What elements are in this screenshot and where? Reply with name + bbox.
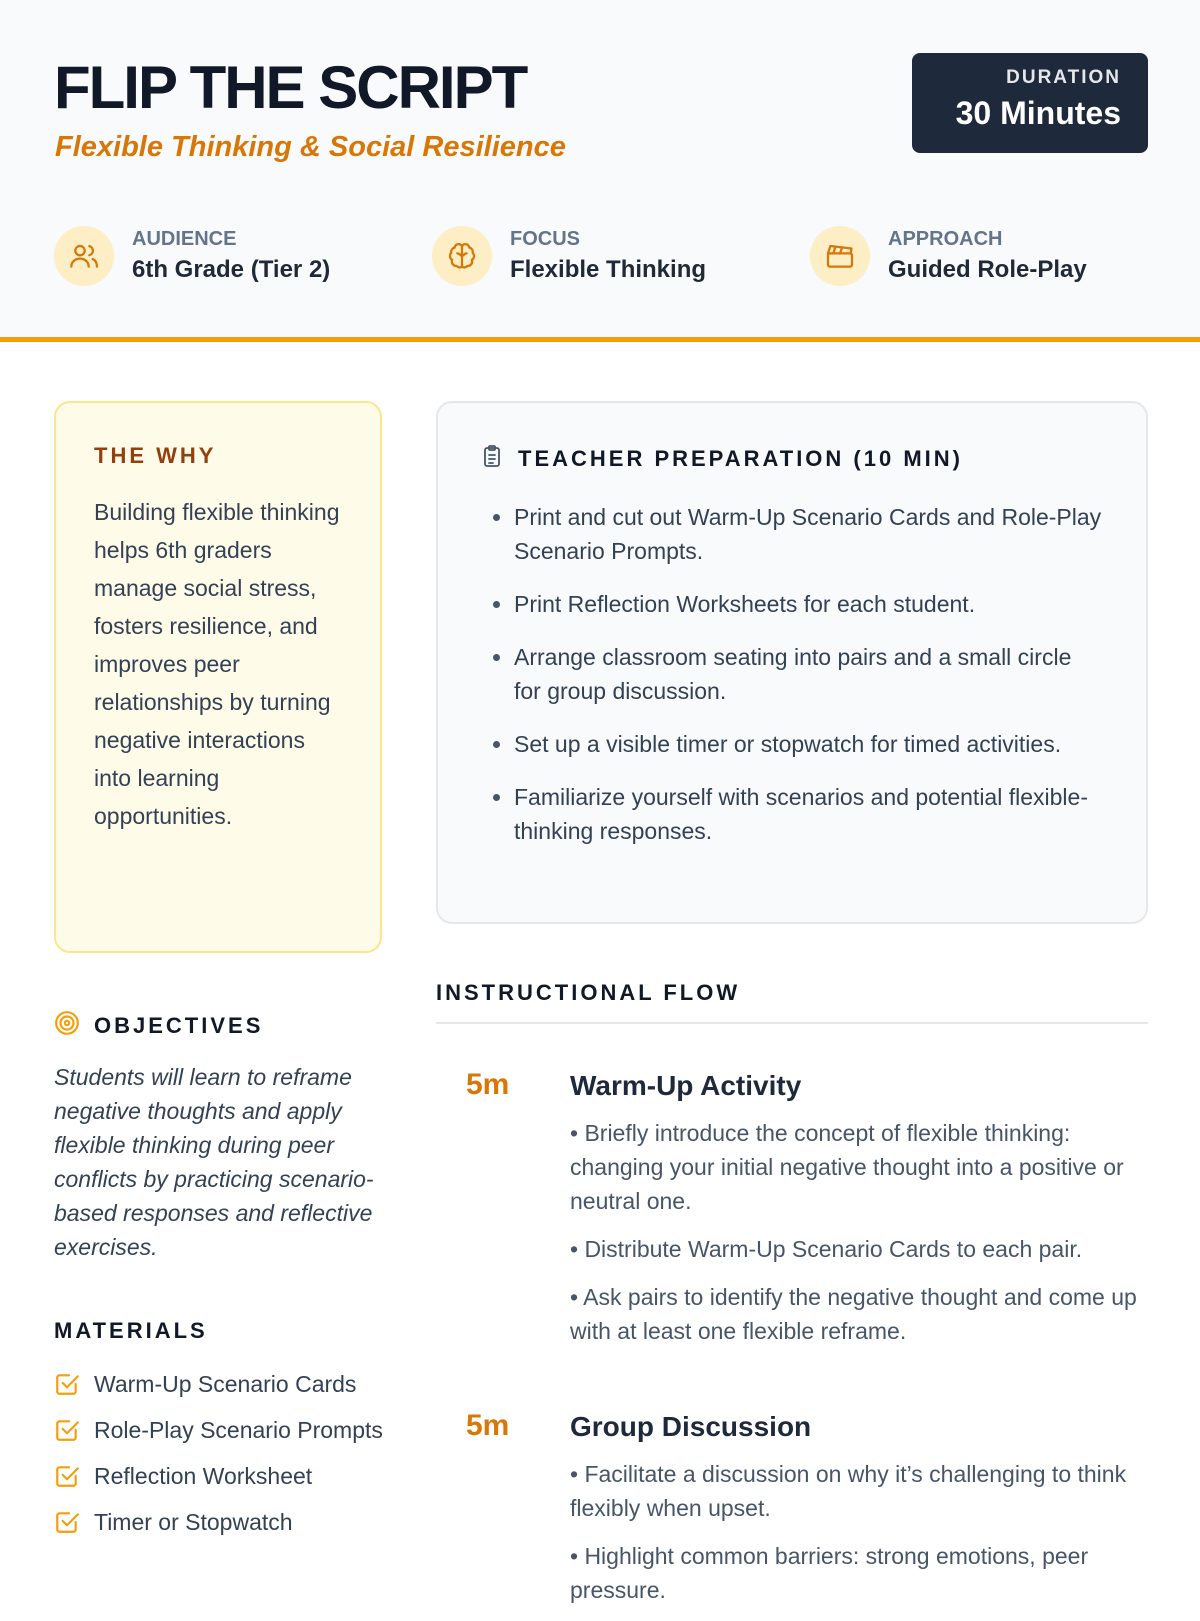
step-bullet: • Highlight common barriers: strong emotions, peer pressure.: [570, 1543, 1089, 1603]
meta-approach-label: APPROACH: [888, 228, 1003, 250]
step-bullet: • Distribute Warm-Up Scenario Cards to each pair.: [570, 1236, 1083, 1262]
prep-heading-row: [480, 443, 1104, 474]
list-item: • Set up a visible timer or stopwatch for timed activities.: [514, 727, 1104, 761]
list-item: • Print and cut out Warm-Up Scenario Cards and Role-Play Scenario Prompts.: [514, 500, 1104, 568]
material-label: Timer or Stopwatch: [94, 1509, 293, 1535]
why-card: [54, 401, 382, 953]
step-title: Group Discussion: [570, 1411, 812, 1442]
list-item: • Arrange classroom seating into pairs and a small circle for group discussion.: [514, 640, 1104, 708]
checkbox-icon: [54, 1509, 80, 1535]
clipboard-icon: [480, 443, 504, 474]
checkbox-icon: [54, 1371, 80, 1397]
list-item: [54, 1506, 394, 1538]
page-title: FLIP THE SCRIPT: [54, 54, 527, 121]
list-item: • Familiarize yourself with scenarios and potential flexible-thinking responses.: [514, 780, 1104, 848]
list-item: • Print Reflection Worksheets for each student.: [514, 587, 1104, 621]
step-body: [570, 1409, 1150, 1621]
checkbox-icon: [54, 1463, 80, 1489]
step-bullet: • Ask pairs to identify the negative thought and come up with at least one flexible reframe.: [570, 1284, 1137, 1344]
material-label: Role-Play Scenario Prompts: [94, 1417, 383, 1443]
meta-audience: [54, 226, 330, 286]
duration-label: DURATION: [1006, 67, 1121, 88]
list-item: [54, 1414, 394, 1446]
meta-approach-value: Guided Role-Play: [888, 256, 1087, 283]
brain-icon: [432, 226, 492, 286]
users-icon: [54, 226, 114, 286]
material-label: Reflection Worksheet: [94, 1463, 313, 1489]
list-item: [54, 1460, 394, 1492]
why-heading: THE WHY: [94, 443, 217, 468]
step-bullet: • Briefly introduce the concept of flexible thinking: changing your initial negative thought into a positive or neutral one.: [570, 1120, 1124, 1214]
why-text: Building flexible thinking helps 6th graders manage social stress, fosters resilience, and improves peer relationships by turning negative interactions into learning opportunities.: [94, 499, 340, 829]
page-subtitle: Flexible Thinking & Social Resilience: [55, 131, 566, 163]
list-item: [54, 1368, 394, 1400]
clapperboard-icon: [810, 226, 870, 286]
step-title: Warm-Up Activity: [570, 1070, 802, 1101]
instructional-flow-header: [436, 980, 1148, 1024]
objectives-heading: OBJECTIVES: [94, 1012, 264, 1038]
material-label: Warm-Up Scenario Cards: [94, 1371, 357, 1397]
meta-focus-label: FOCUS: [510, 228, 580, 250]
step-duration: 5m: [466, 1409, 510, 1442]
objectives-text: Students will learn to reframe negative thoughts and apply flexible thinking during peer conflicts by practicing scenario-based responses and reflective exercises.: [54, 1064, 374, 1260]
step-duration: 5m: [466, 1068, 510, 1101]
meta-focus-value: Flexible Thinking: [510, 256, 707, 283]
step-bullet: • Facilitate a discussion on why it’s challenging to think flexibly when upset.: [570, 1461, 1127, 1521]
instructional-flow-heading: INSTRUCTIONAL FLOW: [436, 980, 741, 1005]
prep-heading: TEACHER PREPARATION (10 MIN): [518, 445, 963, 471]
teacher-prep-card: [436, 401, 1148, 924]
meta-audience-value: 6th Grade (Tier 2): [132, 256, 331, 283]
page-header: [0, 0, 1200, 342]
duration-badge: [912, 53, 1148, 153]
step-body: [570, 1068, 1150, 1362]
objectives-heading-row: [54, 1010, 263, 1041]
meta-approach: [810, 226, 1087, 286]
target-icon: [54, 1010, 80, 1041]
meta-audience-label: AUDIENCE: [132, 228, 237, 250]
duration-value: 30 Minutes: [955, 95, 1121, 131]
materials-heading: MATERIALS: [54, 1318, 208, 1343]
prep-list: [480, 500, 1104, 848]
meta-focus: [432, 226, 706, 286]
checkbox-icon: [54, 1417, 80, 1443]
materials-list: [54, 1368, 394, 1552]
